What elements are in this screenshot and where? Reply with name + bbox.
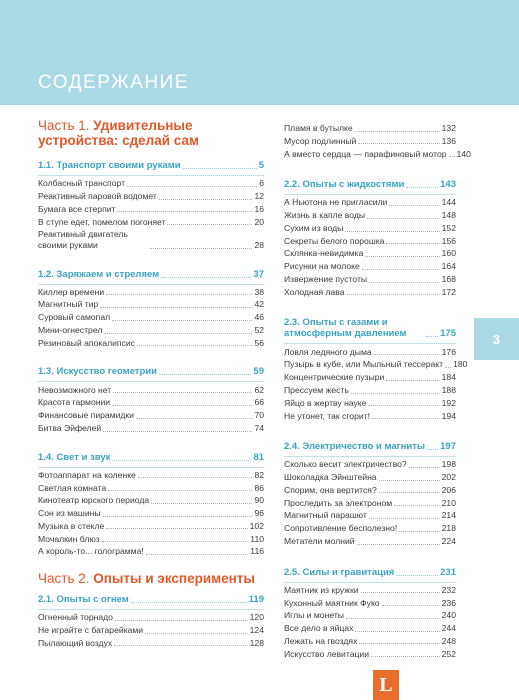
dot-leader	[102, 541, 249, 542]
toc-entry[interactable]	[38, 534, 264, 545]
toc-section-title: 1.3. Искусство геометрии	[38, 366, 158, 378]
toc-entry[interactable]	[38, 638, 264, 649]
dot-leader	[409, 467, 440, 468]
toc-entry-title: Кухонный маятник Фуко	[284, 597, 380, 608]
dot-leader	[108, 490, 252, 491]
toc-entry-title: Колбасный транспорт	[38, 178, 126, 189]
toc-entry-page: 160	[441, 248, 456, 259]
dot-leader	[396, 575, 438, 576]
toc-entry-page: 194	[441, 410, 456, 421]
toc-entry-title: Ловля ледяного дыма	[284, 346, 372, 357]
toc-entry-title: Все дело в яйцах	[284, 623, 354, 634]
toc-entry-title: Красота гармонии	[38, 397, 111, 408]
dot-leader	[161, 277, 251, 278]
toc-entry[interactable]	[38, 191, 264, 202]
toc-entry-title: Мини-огнестрел	[38, 325, 103, 336]
dot-leader	[114, 645, 247, 646]
toc-section-continuation	[284, 123, 471, 159]
dot-leader	[346, 618, 440, 619]
toc-entry-page: 66	[254, 397, 264, 408]
toc-entry-title: Рисунки на молоке	[284, 261, 360, 272]
section-rule	[284, 456, 456, 457]
toc-entry-page: 252	[441, 648, 456, 659]
toc-entry[interactable]	[284, 287, 456, 298]
dot-leader	[389, 205, 439, 206]
toc-entry[interactable]	[284, 523, 456, 534]
toc-section-page: 5	[258, 160, 264, 171]
toc-entry[interactable]	[38, 397, 264, 408]
dot-leader	[365, 256, 439, 257]
toc-entry[interactable]	[38, 410, 264, 421]
toc-entry-page: 20	[254, 216, 264, 227]
toc-entry[interactable]	[284, 623, 456, 634]
dot-leader	[394, 505, 440, 506]
dot-leader	[355, 131, 440, 132]
dot-leader	[167, 224, 252, 225]
toc-entry-page: 248	[441, 635, 456, 646]
toc-entry-page: 218	[441, 523, 456, 534]
toc-entry-page: 188	[441, 384, 456, 395]
toc-entry[interactable]	[284, 197, 456, 208]
dot-leader	[345, 231, 439, 232]
toc-section-title: 2.1. Опыты с огнем	[38, 594, 129, 605]
section-rule	[38, 609, 264, 610]
toc-section-page: 197	[440, 441, 456, 453]
toc-entry-page: 16	[254, 203, 264, 214]
toc-section-title: 1.1. Транспорт своими руками	[38, 160, 181, 171]
dot-leader	[357, 544, 440, 545]
part-1-number: Часть 1.	[38, 118, 90, 133]
part-1-sections	[38, 160, 264, 557]
toc-entry[interactable]	[284, 498, 456, 509]
section-rule	[38, 381, 264, 382]
toc-entry-title: Пузырь в кубе, или Мыльный тессеракт	[284, 359, 444, 370]
toc-entry-page: 192	[441, 397, 456, 408]
part-1-name: Удивительные устройства: сделай сам	[38, 118, 199, 148]
toc-section-page: 231	[440, 566, 456, 578]
toc-entry-title: Маятник из кружки	[284, 584, 359, 595]
dot-leader	[150, 248, 252, 249]
dot-leader	[399, 531, 439, 532]
toc-entry-title: Суровый самопал	[38, 312, 111, 323]
dot-leader	[115, 620, 248, 621]
toc-entry[interactable]	[38, 495, 264, 506]
toc-entry-page: 202	[441, 472, 456, 483]
dot-leader	[159, 199, 253, 200]
toc-section	[38, 594, 264, 648]
dot-leader	[371, 656, 440, 657]
toc-section	[284, 567, 456, 660]
toc-entry[interactable]	[284, 472, 456, 483]
toc-entry-page: 102	[249, 520, 264, 531]
dot-leader	[131, 602, 247, 603]
toc-entry-page: 148	[441, 210, 456, 221]
toc-entry[interactable]	[284, 372, 456, 383]
toc-section-page: 119	[248, 594, 264, 605]
dot-leader	[112, 405, 252, 406]
toc-entry[interactable]	[284, 261, 456, 272]
dot-leader	[426, 336, 438, 337]
toc-entry-title: В ступе едет, помелом погоняет	[38, 216, 166, 227]
toc-entry-title: Мусор подлинный	[284, 135, 357, 146]
toc-section-title: 2.2. Опыты с жидкостями	[284, 179, 405, 191]
toc-section-heading[interactable]	[38, 160, 264, 171]
part-2-number: Часть 2.	[38, 571, 90, 586]
page-number-tab: 3	[474, 318, 519, 360]
toc-entry-title: Метатели молний	[284, 535, 355, 546]
toc-entry-title: А король-то... голограмма!	[38, 546, 144, 557]
section-rule	[38, 467, 264, 468]
dot-leader	[104, 333, 252, 334]
section-rule	[38, 284, 264, 285]
toc-entry-title: Спорим, она вертится?	[284, 484, 377, 495]
dot-leader	[382, 605, 440, 606]
part-2-name: Опыты и эксперименты	[93, 571, 255, 586]
toc-entry-title: Реактивный паровой водомет	[38, 190, 157, 201]
dot-leader	[372, 418, 440, 419]
toc-entry-page: 210	[441, 497, 456, 508]
toc-entry[interactable]	[284, 136, 456, 147]
toc-entry[interactable]	[284, 411, 456, 422]
toc-entry[interactable]	[284, 398, 456, 409]
toc-entry-title: Битва Эйфелей	[38, 422, 102, 433]
dot-leader	[386, 380, 439, 381]
toc-entry[interactable]	[38, 470, 264, 481]
toc-entry[interactable]	[284, 598, 456, 609]
dot-leader	[427, 449, 438, 450]
toc-entry-page: 86	[254, 482, 264, 493]
toc-section-title: 2.5. Силы и гравитация	[284, 566, 395, 578]
toc-section-page: 143	[440, 179, 456, 191]
toc-entry-page: 168	[441, 274, 456, 285]
dot-leader	[103, 431, 252, 432]
toc-entry-title: Реактивный двигатель своими руками	[38, 229, 128, 250]
dot-leader	[103, 516, 253, 517]
toc-entry[interactable]	[284, 123, 456, 134]
toc-entry[interactable]	[38, 521, 264, 532]
toc-entry-page: 90	[254, 495, 264, 506]
toc-section-heading[interactable]	[284, 441, 456, 452]
dot-leader	[445, 367, 451, 368]
toc-section-heading[interactable]	[284, 317, 456, 339]
toc-entry-page: 52	[254, 325, 264, 336]
toc-entry-page: 198	[441, 459, 456, 470]
dot-leader	[351, 393, 440, 394]
toc-entry[interactable]	[284, 236, 456, 247]
dot-leader	[369, 282, 440, 283]
toc-entry[interactable]	[284, 274, 456, 285]
toc-entry-page: 172	[441, 286, 456, 297]
toc-entry[interactable]	[38, 546, 264, 557]
publisher-logo: L	[373, 670, 399, 700]
toc-entry[interactable]	[284, 210, 456, 221]
toc-entry-page: 82	[254, 469, 264, 480]
toc-section-title: 2.3. Опыты с газами и атмосферным давлением	[284, 317, 407, 340]
toc-entry-page: 144	[441, 197, 456, 208]
toc-entry-page: 28	[254, 239, 264, 250]
toc-entry-page: 240	[441, 610, 456, 621]
dot-leader	[117, 211, 252, 212]
toc-entry-page: 180	[453, 359, 468, 370]
toc-section-heading[interactable]	[38, 452, 264, 463]
toc-entry-title: Не утонет, так сгорит!	[284, 410, 370, 421]
toc-entry-page: 164	[441, 261, 456, 272]
toc-section	[38, 160, 264, 251]
toc-entry[interactable]	[284, 536, 456, 547]
dot-leader	[151, 503, 252, 504]
dot-leader	[136, 418, 252, 419]
toc-entry-page: 156	[441, 235, 456, 246]
dot-leader	[159, 374, 251, 375]
toc-entry-title: Пламя в бутылке	[284, 123, 353, 133]
toc-section-heading[interactable]	[38, 269, 264, 280]
toc-entry[interactable]	[284, 585, 456, 596]
toc-section-page: 59	[253, 366, 264, 378]
toc-section-heading[interactable]	[38, 594, 264, 605]
toc-entry-title: Фотоаппарат на коленке	[38, 469, 136, 480]
toc-entry-title: Лежать на гвоздях	[284, 635, 358, 646]
toc-entry-title: А Ньютона не пригласили	[284, 197, 388, 208]
toc-entry-title: Огненный торнадо	[38, 612, 113, 623]
dot-leader	[106, 294, 252, 295]
toc-entry-page: 42	[254, 299, 264, 310]
toc-entry-page: 206	[441, 484, 456, 495]
toc-entry-page: 136	[441, 135, 456, 146]
toc-entry-title: Мочалкин блюз	[38, 533, 100, 544]
toc-entry[interactable]	[284, 649, 456, 660]
toc-entry-page: 74	[254, 422, 264, 433]
toc-section-title: 1.2. Заряжаем и стреляем	[38, 268, 160, 280]
toc-entry[interactable]	[38, 229, 264, 250]
dot-leader	[183, 168, 257, 169]
dot-leader	[112, 460, 251, 461]
dot-leader	[449, 156, 455, 157]
toc-entry-page: 232	[441, 584, 456, 595]
part-2-title	[38, 571, 264, 586]
dot-leader	[106, 528, 247, 529]
dot-leader	[145, 633, 248, 634]
toc-entry-title: Невозможного нет	[38, 384, 112, 395]
dot-leader	[406, 187, 438, 188]
toc-entry-title: Сопротивление бесполезно!	[284, 523, 398, 534]
toc-entry-page: 6	[259, 178, 264, 189]
toc-entry-title: Жизнь в капле воды	[284, 210, 366, 221]
toc-entry-page: 244	[441, 623, 456, 634]
toc-section	[38, 269, 264, 349]
dot-leader	[127, 186, 257, 187]
dot-leader	[113, 392, 252, 393]
dot-leader	[368, 405, 439, 406]
toc-entry-page: 184	[441, 372, 456, 383]
toc-entry[interactable]	[284, 347, 456, 358]
section-rule	[38, 175, 264, 176]
toc-entry-page: 236	[441, 597, 456, 608]
toc-section-page: 81	[253, 451, 264, 463]
toc-entry[interactable]	[38, 204, 264, 215]
toc-entry-title: Резиновый апокалипсис	[38, 337, 135, 348]
dot-leader	[358, 143, 439, 144]
toc-entry-page: 124	[249, 624, 264, 635]
toc-entry-title: Кинотеатр юрского периода	[38, 495, 150, 506]
toc-section-heading[interactable]	[284, 567, 456, 578]
toc-entry[interactable]	[38, 299, 264, 310]
toc-section-page: 37	[253, 268, 264, 280]
toc-entry-title: Киллер времени	[38, 286, 105, 297]
toc-entry[interactable]	[38, 338, 264, 349]
toc-entry[interactable]	[284, 248, 456, 259]
toc-entry[interactable]	[284, 610, 456, 621]
toc-entry-title: Сухим из воды	[284, 222, 344, 233]
toc-entry-title: Светлая комната	[38, 482, 107, 493]
toc-entry-title: Шоколадка Эйнштейна	[284, 472, 377, 483]
toc-entry-title: Не играйте с батарейками	[38, 624, 144, 635]
toc-section-page: 175	[440, 328, 456, 340]
toc-section	[38, 366, 264, 433]
toc-entry[interactable]	[38, 508, 264, 519]
toc-entry-title: Извержение пустоты	[284, 274, 368, 285]
page-title: СОДЕРЖАНИЕ	[38, 72, 189, 93]
toc-entry[interactable]	[38, 178, 264, 189]
dot-leader	[379, 492, 440, 493]
toc-entry-title: Склянка-невидимка	[284, 248, 364, 259]
toc-entry-title: Искусство левитации	[284, 648, 369, 659]
dot-leader	[347, 294, 440, 295]
toc-entry[interactable]	[38, 423, 264, 434]
toc-entry-title: Сон из машины	[38, 508, 101, 519]
toc-entry[interactable]	[38, 287, 264, 298]
dot-leader	[112, 320, 252, 321]
toc-entry[interactable]	[38, 625, 264, 636]
toc-entry[interactable]	[38, 312, 264, 323]
toc-entry-title: Проследить за электроном	[284, 497, 393, 508]
dot-leader	[359, 643, 439, 644]
toc-entry-title: Сколько весит электричество?	[284, 459, 407, 470]
toc-entry-page: 110	[250, 533, 264, 544]
section-rule	[284, 343, 456, 344]
toc-entry-page: 70	[254, 410, 264, 421]
toc-entry-page: 120	[249, 612, 264, 623]
dot-leader	[361, 592, 440, 593]
toc-entry-title: Финансовые пирамидки	[38, 410, 134, 421]
toc-entry-title: Бумага все стерпит	[38, 203, 116, 214]
toc-section-title: 1.4. Свет и звук	[38, 451, 111, 463]
toc-section	[284, 441, 456, 546]
toc-section	[284, 317, 468, 421]
section-rule	[284, 194, 456, 195]
dot-leader	[362, 269, 440, 270]
toc-entry[interactable]	[284, 223, 456, 234]
toc-section-heading[interactable]	[284, 179, 456, 190]
toc-section-heading[interactable]	[38, 366, 264, 377]
toc-entry[interactable]	[284, 148, 471, 160]
toc-entry-page: 128	[249, 637, 264, 648]
toc-entry[interactable]	[38, 612, 264, 623]
toc-entry-page: 224	[441, 535, 456, 546]
toc-entry-page: 96	[254, 508, 264, 519]
dot-leader	[138, 477, 253, 478]
toc-right-column	[284, 118, 471, 659]
toc-entry-title: Магнитный парашют	[284, 510, 367, 521]
dot-leader	[367, 218, 440, 219]
toc-left-column	[38, 118, 264, 648]
toc-entry[interactable]	[284, 459, 456, 470]
toc-entry-title: Магнитный тир	[38, 299, 99, 310]
toc-entry-page: 132	[441, 123, 456, 133]
toc-entry-page: 56	[254, 337, 264, 348]
dot-leader	[146, 554, 249, 555]
dot-leader	[379, 480, 440, 481]
dot-leader	[100, 307, 252, 308]
toc-entry[interactable]	[38, 483, 264, 494]
toc-entry-title: А вместо сердца — парафиновый мотор	[284, 148, 447, 159]
toc-entry-page: 12	[254, 190, 264, 201]
toc-entry-title: Холодная лава	[284, 286, 345, 297]
part-2-sections-left	[38, 594, 264, 648]
toc-entry-title: Прессуем жесть	[284, 384, 349, 395]
toc-entry[interactable]	[284, 385, 456, 396]
toc-entry[interactable]	[284, 359, 468, 370]
toc-entry-title: Секреты белого порошка	[284, 235, 385, 246]
toc-entry-page: 152	[441, 222, 456, 233]
toc-entry-page: 176	[441, 346, 456, 357]
toc-entry-page: 116	[250, 546, 264, 557]
toc-entry[interactable]	[284, 485, 456, 496]
toc-entry-title: Иглы и монеты	[284, 610, 344, 621]
toc-entry-title: Яйцо в жертву науке	[284, 397, 367, 408]
toc-entry-page: 62	[254, 384, 264, 395]
toc-section	[284, 179, 456, 297]
toc-entry[interactable]	[284, 636, 456, 647]
part-1-title	[38, 118, 264, 148]
toc-entry[interactable]	[38, 385, 264, 396]
dot-leader	[355, 631, 439, 632]
toc-entry[interactable]	[38, 325, 264, 336]
toc-section	[38, 452, 264, 557]
dot-leader	[386, 243, 439, 244]
dot-leader	[374, 354, 440, 355]
toc-section-title: 2.4. Электричество и магниты	[284, 441, 425, 453]
toc-entry-page: 38	[254, 286, 264, 297]
toc-entry-title: Концентрические пузыри	[284, 372, 385, 383]
section-rule	[284, 582, 456, 583]
part-2-sections-right	[284, 123, 471, 659]
toc-entry[interactable]	[284, 510, 456, 521]
dot-leader	[369, 518, 440, 519]
toc-entry[interactable]	[38, 217, 264, 228]
toc-entry-page: 46	[254, 312, 264, 323]
dot-leader	[137, 345, 252, 346]
toc-entry-page: 140	[456, 148, 471, 159]
toc-entry-title: Музыка в стекле	[38, 520, 105, 531]
toc-entry-page: 214	[441, 510, 456, 521]
toc-entry-title: Пылающий воздух	[38, 637, 113, 648]
